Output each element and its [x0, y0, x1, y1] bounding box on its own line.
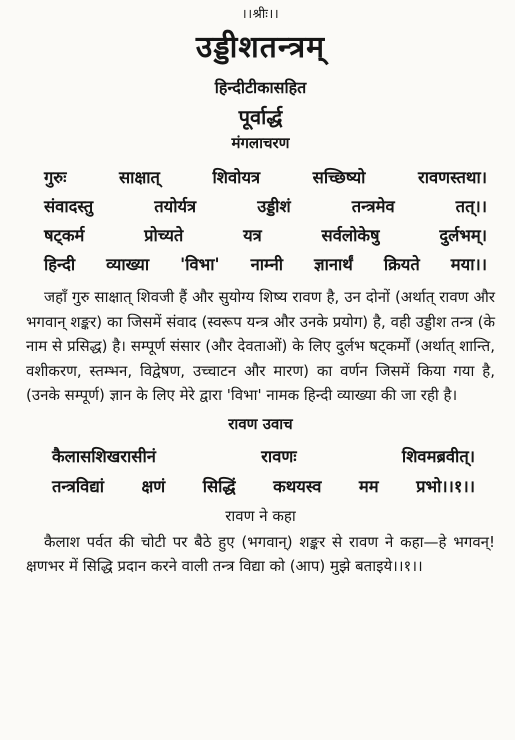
part-heading: पूर्वार्द्ध: [238, 105, 283, 129]
invocation-line: ।।श्रीः।।: [241, 7, 280, 22]
book-title: उड्डीशतन्त्रम्: [195, 30, 326, 65]
book-subtitle: हिन्दीटीकासहित: [214, 78, 307, 97]
translation-heading: रावण ने कहा: [225, 506, 296, 525]
opening-verse: [26, 163, 495, 279]
verse-line: गुरुः साक्षात् शिवोयत्र सच्छिष्यो रावणस्तथा।: [44, 168, 487, 187]
verse-translation: कैलाश पर्वत की चोटी पर बैठे हुए (भगवान्) शङ्कर से रावण ने कहा—हे भगवन्! क्षणभर में सिद्धि प्रदान करने वाली तन्त्र विद्या को (आप) मुझे बताइये।।१।।: [26, 532, 495, 575]
verse-line: षट्कर्म प्रोच्यते यत्र सर्वलोकेषु दुर्लभम्।: [44, 226, 487, 245]
verse-line: तन्त्रविद्यां क्षणं सिद्धिं कथयस्व मम प्रभो।।१।।: [52, 476, 475, 496]
opening-commentary: जहाँ गुरु साक्षात् शिवजी हैं और सुयोग्य शिष्य रावण है, उन दोनों (अर्थात् रावण और भगवान् शङ्कर) का जिसमें संवाद (स्वरूप यन्त्र और उनके प्रयोग) है, वही उड्डीश तन्त्र (के नाम से प्रसिद्ध) है। सम्पूर्ण संसार (और देवताओं) के लिए दुर्लभ षट्कर्मों (अर्थात् शान्ति, वशीकरण, स्तम्भन, विद्वेषण, उच्चाटन और मारण) का वर्णन जिसमें किया गया है, (उनके सम्पूर्ण) ज्ञान के लिए मेरे द्वारा 'विभा' नामक हिन्दी व्याख्या की जा रही है।: [26, 288, 495, 404]
section-heading: मंगलाचरण: [231, 134, 290, 152]
dialogue-verse: [26, 442, 495, 502]
verse-line: कैलासशिखरासीनं रावणः शिवमब्रवीत्।: [52, 446, 475, 466]
verse-line: संवादस्तु तयोर्यत्र उड्डीशं तन्त्रमेव तत्।।: [44, 197, 487, 216]
verse-line: हिन्दी व्याख्या 'विभा' नाम्नी ज्ञानार्थं क्रियते मया।।: [44, 255, 487, 274]
speaker-heading: रावण उवाच: [228, 414, 293, 433]
